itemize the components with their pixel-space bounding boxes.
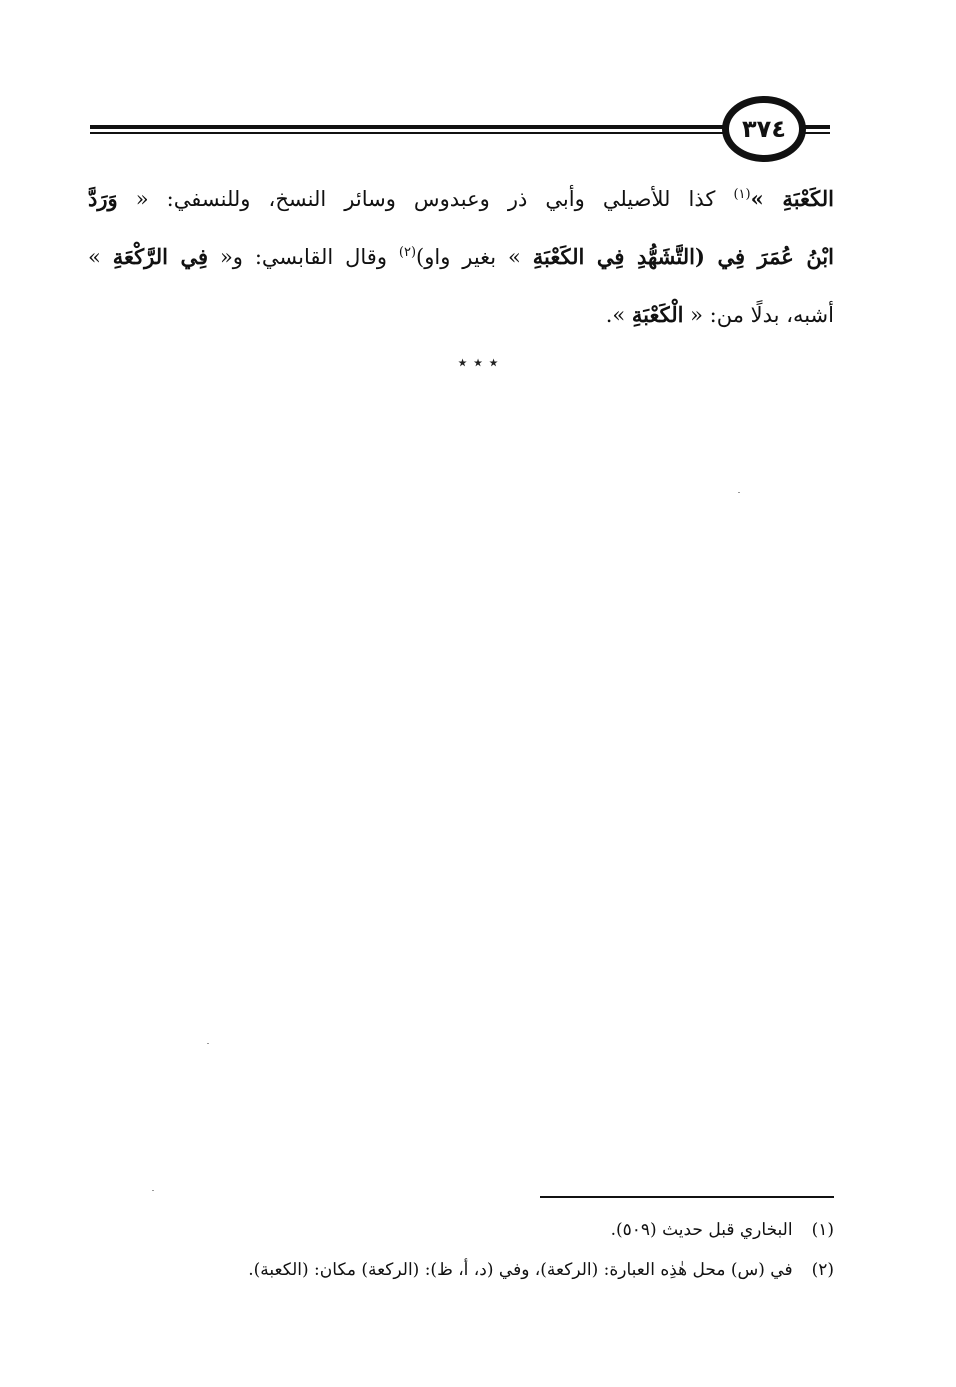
commentary-text: وقال القابسي: و« [208, 245, 399, 269]
text-line-3 [88, 286, 834, 344]
section-separator: ٭ ٭ ٭ [457, 352, 499, 373]
main-text [88, 170, 834, 344]
footnote-number: (١) [811, 1220, 834, 1240]
footnote-text: البخاري قبل حديث (٥٠٩). [610, 1220, 793, 1240]
quote-close: » [88, 245, 113, 269]
commentary-text: كذا للأصيلي وأبي ذر وعبدوس وسائر النسخ، وللنسفي: « [117, 187, 734, 211]
commentary-text: أشبه، بدلًا من: « [683, 303, 834, 327]
page-number: ٣٧٤ [742, 115, 786, 143]
scan-speck [152, 1190, 154, 1191]
hadith-phrase: ابْنُ عُمَرَ فِي (التَّشَهُّدِ فِي الكَعْبَةِ [532, 244, 834, 269]
footnote-rule [540, 1196, 834, 1198]
header-rule-thick [90, 125, 830, 129]
scan-speck [207, 1043, 209, 1044]
scan-speck [738, 492, 740, 493]
footnote-1 [88, 1210, 834, 1250]
page-number-badge [722, 96, 806, 162]
footnotes [88, 1210, 834, 1290]
hadith-phrase: الكَعْبَةِ » [750, 186, 834, 211]
footnote-ref-1: (١) [733, 187, 751, 202]
text-line-2 [88, 228, 834, 286]
hadith-phrase: فِي الرَّكْعَةِ [112, 244, 209, 269]
footnote-ref-2: (٢) [398, 245, 417, 260]
quote-close: ». [605, 303, 632, 327]
footnote-2 [88, 1250, 834, 1290]
footnote-text: في (س) محل هٰذِه العبارة: (الركعة)، وفي (د، أ، ظ): (الركعة) مكان: (الكعبة). [248, 1260, 793, 1280]
text-line-1 [88, 170, 834, 228]
hadith-phrase: وَرَدَّ [88, 186, 118, 211]
header-rule-thin [90, 132, 830, 134]
footnote-number: (٢) [811, 1260, 834, 1280]
hadith-phrase: الْكَعْبَةِ [631, 302, 684, 327]
commentary-text: » بغير واو) [416, 245, 533, 269]
